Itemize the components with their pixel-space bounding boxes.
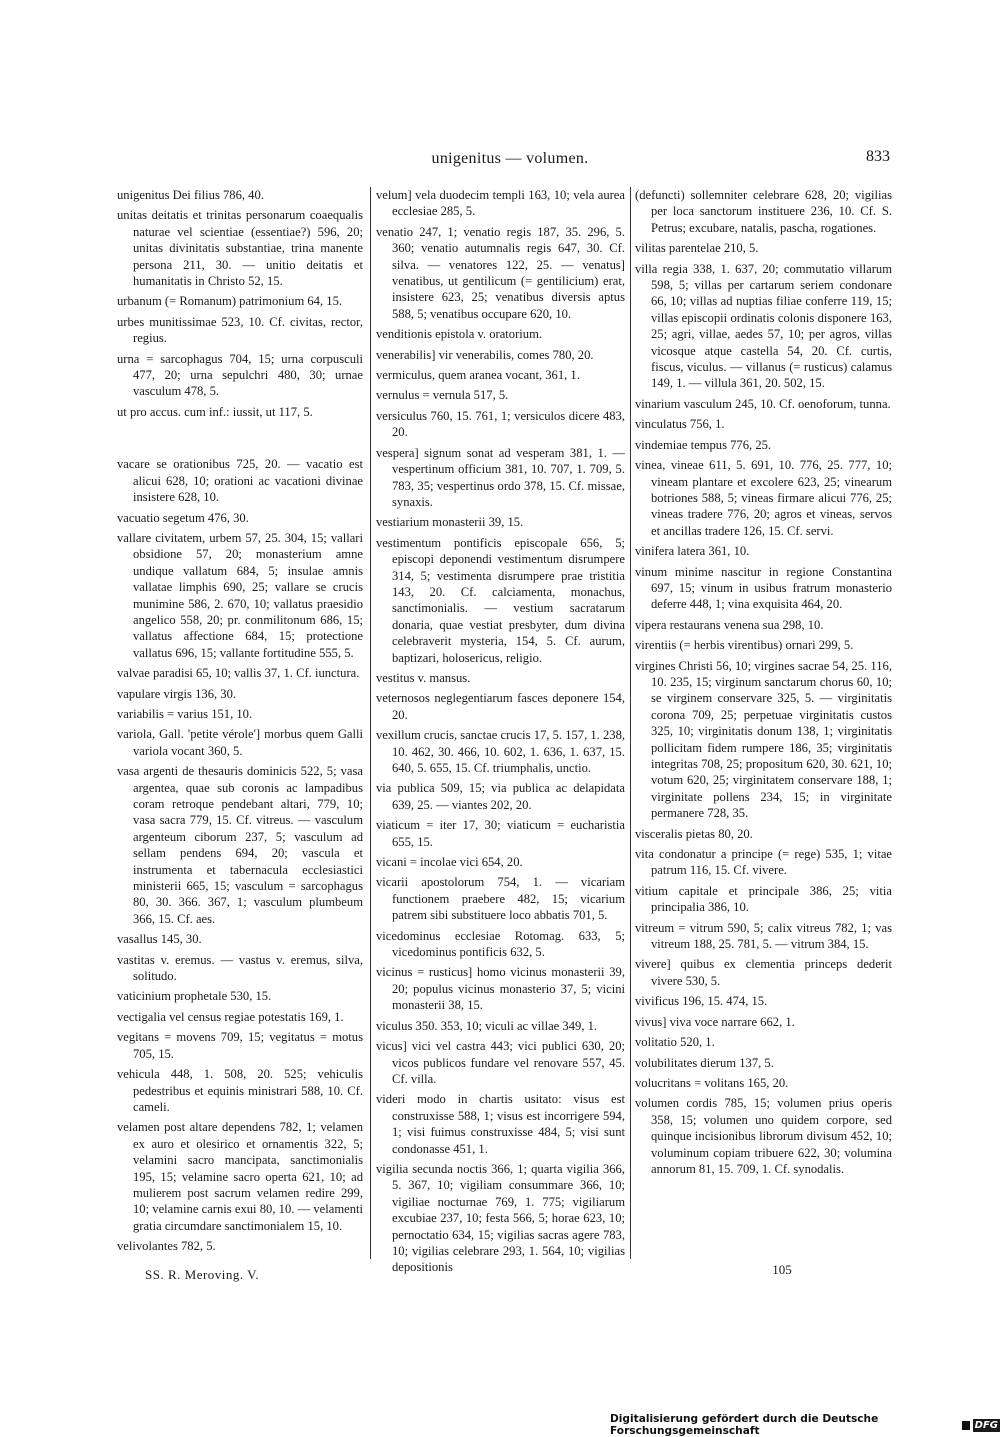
index-entry: via publica 509, 15; via publica ac delapidata 639, 25. — viantes 202, 20.: [376, 781, 625, 812]
index-entry: vivificus 196, 15. 474, 15.: [635, 994, 768, 1009]
index-entry: vapulare virgis 136, 30.: [117, 686, 237, 701]
index-entry: vinarium vasculum 245, 10. Cf. oenoforum, tunna.: [635, 396, 891, 411]
index-entry: velamen post altare dependens 782, 1; velamen ex auro et olesirico et ornamentis 322, 5; velamini sacro mancipata, sanctimonialis 195, 15; velamine sacro operta 621, 10; ad mulierem post sacrum velamen redire 299, 10; velamine carnis exui 80, 10. — velamenti gratia circumdare sanctimonialem 15, 10.: [117, 1120, 363, 1233]
column-rule-2: [630, 187, 631, 1259]
index-entry: veternosos neglegentiarum fasces deponere 154, 20.: [376, 691, 625, 722]
index-entry: videri modo in chartis usitato: visus est construxisse 588, 1; visus est incorrigere 594, 1; visi fuimus construxisse 484, 5; visi sunt condonasse 451, 1.: [376, 1092, 625, 1156]
index-entry: vestimentum pontificis episcopale 656, 5; episcopi deponendi vestimentum disrumpere 314, 5; vestimenta disrumpere prae tristitia 143, 20. Cf. calciamenta, monachus, sanctimonialis. — vestium sacratarum donaria, quae vestiat presbyter, dum divina celebraverit mysteria, 154, 5. Cf. aurum, baptizari, holosericus, religio.: [376, 535, 625, 665]
index-entry: vastitas v. eremus. — vastus v. eremus, silva, solitudo.: [117, 952, 363, 984]
index-entry: volumen cordis 785, 15; volumen prius operis 358, 15; volumen uno quidem corpore, sed quinque incisionibus librorum divisum 452, 10; voluminum copiam tribuere 622, 30; volumina annorum 81, 15. 709, 1. Cf. synodalis.: [635, 1096, 892, 1176]
index-entry: viaticum = iter 17, 30; viaticum = eucharistia 655, 15.: [376, 818, 625, 849]
index-entry: vicedominus ecclesiae Rotomag. 633, 5; vicedominus pontificis 632, 5.: [376, 928, 625, 960]
index-entry: valvae paradisi 65, 10; vallis 37, 1. Cf. iunctura.: [117, 666, 360, 681]
signature-mark: SS. R. Meroving. V.: [145, 1267, 260, 1282]
index-entry: vicinus = rusticus] homo vicinus monasterii 39, 20; populus vicinus monasterio 37, 5; vicini monasterii 38, 15.: [376, 965, 625, 1013]
index-entry: vernulus = vernula 517, 5.: [376, 388, 509, 403]
index-entry: velum] vela duodecim templi 163, 10; vela aurea ecclesiae 285, 5.: [376, 188, 625, 219]
index-entry: vivere] quibus ex clementia princeps dederit vivere 530, 5.: [635, 957, 892, 988]
index-entry: vacare se orationibus 725, 20. — vacatio est alicui 628, 10; orationi ac vacationi divinae insistere 628, 10.: [117, 457, 363, 505]
index-entry: virgines Christi 56, 10; virgines sacrae 54, 25. 116, 10. 235, 15; virginum sanctarum chorus 60, 10; se virginem conservare 325, 5. — virginitatis corona 709, 25; perpetuae virginitatis custos 325, 10; virginitatis donum 138, 1; virginitatis pollicitam fidem rumpere 186, 35; virginitatis integritas 708, 25; propositum 620, 30. 621, 10; votum 620, 25; virginitatem conservare 188, 1; virginitate pollens 234, 15; in virginitate permanere 728, 35.: [635, 658, 892, 821]
index-entry: urbes munitissimae 523, 10. Cf. civitas, rector, regius.: [117, 314, 363, 346]
index-entry: vespera] signum sonat ad vesperam 381, 1. — vespertinum officium 381, 10. 707, 1. 709, 5. 783, 35; vespertinus ordo 378, 15. Cf. missae, synaxis.: [376, 445, 625, 509]
index-entry: unitas deitatis et trinitas personarum coaequalis naturae vel scientiae (essentiae?) 596, 20; unitas divinitatis substantiae, trina manente persona 211, 30. — unitio deitatis et humanitatis in Christo 52, 15.: [117, 208, 363, 289]
index-entry: ut pro accus. cum inf.: iussit, ut 117, 5.: [117, 404, 313, 419]
index-entry: vexillum crucis, sanctae crucis 17, 5. 157, 1. 238, 10. 462, 30. 466, 10. 602, 1. 636, 1. 637, 15. 640, 5. 655, 15. Cf. triumphalis, unctio.: [376, 728, 626, 775]
dfg-logo: DFG: [974, 1419, 998, 1431]
index-entry: vestitus v. mansus.: [376, 670, 471, 685]
page-number: 833: [866, 148, 890, 165]
index-entry: vestiarium monasterii 39, 15.: [376, 515, 524, 530]
index-entry: urbanum (= Romanum) patrimonium 64, 15.: [117, 294, 343, 309]
index-entry: (defuncti) sollemniter celebrare 628, 20; vigilias per loca sanctorum instituere 236, 10. Cf. S. Petrus; excubare, natalis, pascha, rogationes.: [635, 188, 892, 235]
index-entry: vicus] vici vel castra 443; vici publici 630, 20; vicos publicos fundare vel renovare 557, 45. Cf. villa.: [376, 1039, 625, 1086]
index-entry: versiculus 760, 15. 761, 1; versiculos dicere 483, 20.: [376, 408, 625, 440]
index-entry: venditionis epistola v. oratorium.: [376, 327, 543, 342]
index-entry: vinum minime nascitur in regione Constantina 697, 15; vinum in usibus fratrum monasterio deferre 448, 1; vina exquisita 464, 20.: [635, 564, 892, 612]
index-entry: vinculatus 756, 1.: [635, 417, 725, 432]
digitization-footer: [610, 1413, 1000, 1437]
index-entry: vehicula 448, 1. 508, 20. 525; vehiculis pedestribus et equinis ministrari 588, 10. Cf. cameli.: [117, 1067, 363, 1114]
index-entry: vindemiae tempus 776, 25.: [635, 437, 772, 452]
index-entry: vicarii apostolorum 754, 1. — vicariam functionem praebere 482, 15; vicarium patrem sibi substituere loco abbatis 701, 5.: [376, 875, 625, 923]
index-column-3: [635, 187, 892, 1181]
square-icon: [962, 1421, 969, 1430]
index-entry: vinifera latera 361, 10.: [635, 544, 750, 559]
index-entry: vivus] viva voce narrare 662, 1.: [635, 1014, 795, 1029]
index-entry: venatio 247, 1; venatio regis 187, 35. 296, 5. 360; venatio autumnalis regis 647, 30. Cf. silva. — venatores 122, 25. — venatus] venatibus, ut gentilicum (= gentilicium) erat, insistere 623, 25; venatibus diversis aptus 588, 5; venatibus occupare 620, 10.: [376, 224, 625, 321]
index-column-2: [376, 187, 625, 1280]
index-entry: vilitas parentelae 210, 5.: [635, 241, 759, 256]
index-column-1: [117, 187, 363, 1259]
index-entry: vegitans = movens 709, 15; vegitatus = motus 705, 15.: [117, 1030, 363, 1061]
index-entry: vectigalia vel census regiae potestatis 169, 1.: [117, 1009, 344, 1024]
index-entry: vasa argenti de thesauris dominicis 522, 5; vasa argentea, quae sub coronis ac lampadibus coram retroque pendebant altari, 779, 10; vasa sacra 779, 15. Cf. vitreus. — vasculum argenteum ciborum 237, 5; vasculum ad sellam pendens 694, 20; vascula et instrumenta et tabernacula ecclesiastici ministerii 665, 15; vasculum = sarcophagus 80, 30. 366. 367, 1; vasculum plumbeum 366, 15. Cf. aes.: [117, 764, 363, 926]
index-entry: vaticinium prophetale 530, 15.: [117, 989, 272, 1004]
index-entry: visceralis pietas 80, 20.: [635, 826, 753, 841]
index-entry: vitium capitale et principale 386, 25; vitia principalia 386, 10.: [635, 883, 892, 915]
sheet-number: 105: [772, 1262, 792, 1277]
index-entry: virentiis (= herbis virentibus) ornari 299, 5.: [635, 638, 854, 653]
index-entry: vacuatio segetum 476, 30.: [117, 510, 249, 525]
index-entry: urna = sarcophagus 704, 15; urna corpusculi 477, 20; urna sepulchri 480, 30; urnae vasculum 478, 5.: [117, 351, 363, 399]
index-entry: unigenitus Dei filius 786, 40.: [117, 188, 264, 202]
index-entry: variabilis = varius 151, 10.: [117, 706, 253, 721]
index-entry: variola, Gall. 'petite vérole'] morbus quem Galli variola vocant 360, 5.: [117, 727, 363, 758]
index-entry: vitreum = vitrum 590, 5; calix vitreus 782, 1; vas vitreum 188, 25. 781, 5. — vitrum 384, 15.: [635, 920, 892, 952]
index-entry: volucritans = volitans 165, 20.: [635, 1075, 789, 1090]
index-entry: vasallus 145, 30.: [117, 932, 202, 947]
index-entry: vita condonatur a principe (= rege) 535, 1; vitae patrum 116, 15. Cf. vivere.: [635, 847, 892, 878]
index-entry: villa regia 338, 1. 637, 20; commutatio villarum 598, 5; villas per cartarum seriem condonare 66, 10; villas ad nuptias filiae conferre 119, 15; villas episcopii ordinatis colonis disponere 163, 25; agri, villae, aedes 57, 10; per agros, villas vicosque atque castella 54, 20. Cf. curtis, fiscus, viculus. — villanus (= rusticus) calamus 149, 1. — villula 361, 20. 502, 15.: [635, 261, 892, 391]
index-entry: vipera restaurans venena sua 298, 10.: [635, 617, 824, 632]
index-entry: venerabilis] vir venerabilis, comes 780, 20.: [376, 347, 594, 362]
index-entry: viculus 350. 353, 10; viculi ac villae 349, 1.: [376, 1018, 598, 1033]
index-entry: vigilia secunda noctis 366, 1; quarta vigilia 366, 5. 367, 10; vigiliam consummare 366, 10; vigiliae nocturnae 769, 1. 775; vigiliarum excubiae 237, 10; festa 566, 5; horae 623, 10; pernoctatio 634, 15; vigilias sacras agere 783, 10; vigilias celebrare 293, 1. 564, 10; vigilias depositionis: [376, 1161, 625, 1275]
digitization-note: Digitalisierung gefördert durch die Deutsche Forschungsgemeinschaft: [610, 1413, 879, 1437]
index-entry: volitatio 520, 1.: [635, 1035, 715, 1050]
running-head: unigenitus — volumen.: [431, 150, 589, 167]
index-entry: vermiculus, quem aranea vocant, 361, 1.: [376, 368, 580, 383]
index-entry: vicani = incolae vici 654, 20.: [376, 855, 523, 870]
column-rule-1: [370, 187, 371, 1259]
index-entry: velivolantes 782, 5.: [117, 1239, 216, 1254]
index-entry: vinea, vineae 611, 5. 691, 10. 776, 25. 777, 10; vineam plantare et excolere 623, 25; vinearum botriones 588, 5; vineas firmare alicui 776, 25; vineas tradere 776, 20; agros et vineas, servos et ancillas tradere 126, 15. Cf. servi.: [635, 458, 892, 538]
index-entry: volubilitates dierum 137, 5.: [635, 1055, 774, 1070]
index-entry: vallare civitatem, urbem 57, 25. 304, 15; vallari obsidione 57, 20; monasterium amne undique vallatum 684, 5; insulae amnis vallatae limphis 690, 25; vallare se crucis munimine 586, 2. 670, 10; vallatus praesidio angelico 558, 20; pr. conmilitonum 686, 15; vallatus affectione 684, 15; protectione vallatus 696, 15; vallante fortitudine 555, 5.: [117, 530, 363, 660]
